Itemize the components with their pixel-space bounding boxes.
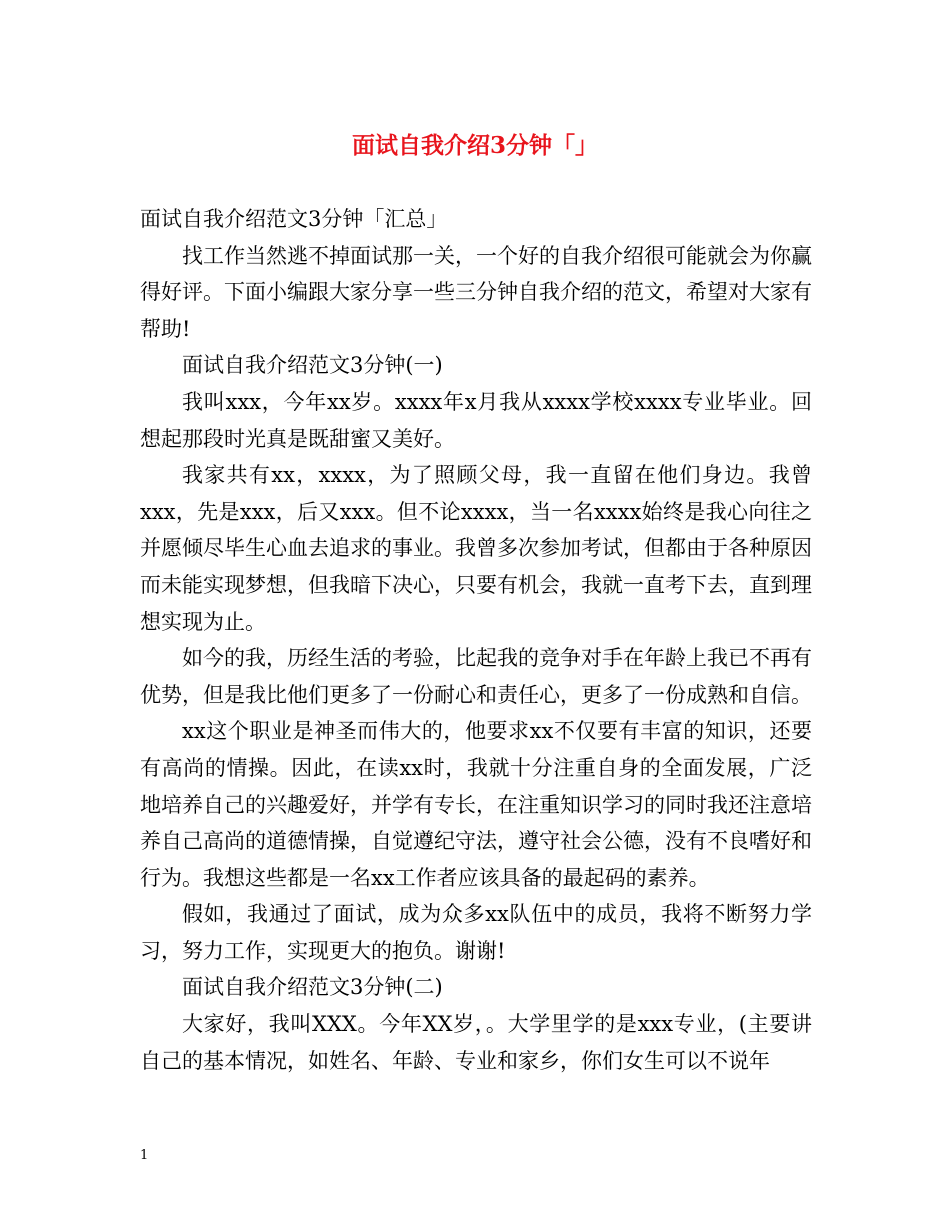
paragraph-subtitle: 面试自我介绍范文3分钟「汇总」	[140, 207, 448, 231]
page-number: 1	[140, 1148, 149, 1163]
section-heading-two: 面试自我介绍范文3分钟(二)	[182, 975, 443, 1000]
document-body	[140, 201, 812, 1079]
document-title: 面试自我介绍3分钟「」	[351, 132, 598, 159]
paragraph-intro: 找工作当然逃不掉面试那一关，一个好的自我介绍很可能就会为你赢得好评。下面小编跟大家分享一些三分钟自我介绍的范文，希望对大家有帮助!	[140, 243, 812, 341]
paragraph: 大家好，我叫XXX。今年XX岁，。大学里学的是xxx专业，(主要讲自己的基本情况，如姓名、年龄、专业和家乡，你们女生可以不说年	[140, 1012, 812, 1073]
paragraph: 假如，我通过了面试，成为众多xx队伍中的成员，我将不断努力学习，努力工作，实现更大的抱负。谢谢!	[140, 902, 812, 963]
section-heading-one: 面试自我介绍范文3分钟(一)	[182, 353, 443, 378]
paragraph: xx这个职业是神圣而伟大的，他要求xx不仅要有丰富的知识，还要有高尚的情操。因此，在读xx时，我就十分注重自身的全面发展，广泛地培养自己的兴趣爱好，并学有专长，在注重知识学习的同时我还注意培养自己高尚的道德情操，自觉遵纪守法，遵守社会公德，没有不良嗜好和行为。我想这些都是一名xx工作者应该具备的最起码的素养。	[140, 719, 812, 890]
paragraph: 我家共有xx，xxxx，为了照顾父母，我一直留在他们身边。我曾xxx，先是xxx，后又xxx。但不论xxxx，当一名xxxx始终是我心向往之并愿倾尽毕生心血去追求的事业。我曾多次参加考试，但都由于各种原因而未能实现梦想，但我暗下决心，只要有机会，我就一直考下去，直到理想实现为止。	[140, 463, 812, 634]
paragraph: 如今的我，历经生活的考验，比起我的竞争对手在年龄上我已不再有优势，但是我比他们更多了一份耐心和责任心，更多了一份成熟和自信。	[140, 646, 812, 707]
paragraph: 我叫xxx，今年xx岁。xxxx年x月我从xxxx学校xxxx专业毕业。回想起那段时光真是既甜蜜又美好。	[140, 389, 812, 451]
